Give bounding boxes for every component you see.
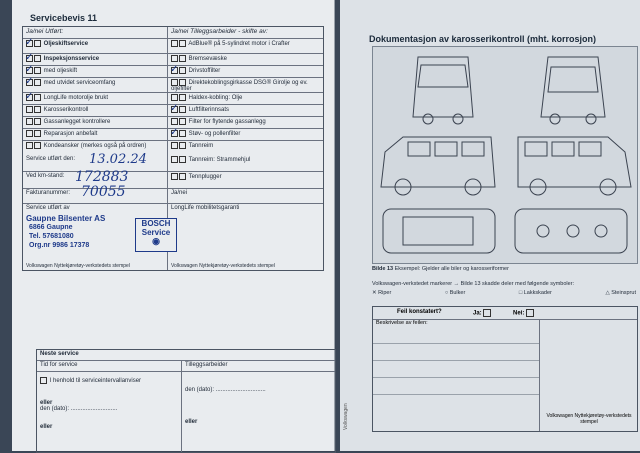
service-row-right-label: AdBlue® på 5-sylindret motor i Crafter: [188, 41, 290, 48]
service-row-right[interactable]: [168, 66, 323, 77]
right-stamp-label: Volkswagen Nyttekjøretøy-verkstedets stempel: [546, 413, 632, 425]
row-stamp: [23, 204, 323, 270]
service-row-left[interactable]: [23, 117, 168, 128]
next-service-col-left: Tid for service: [37, 361, 182, 371]
diagram-caption: Bilde 13 Eksempel: Gjelder alle biler og karosseriformer: [372, 266, 509, 272]
no-option[interactable]: Nei:: [513, 309, 535, 317]
stamp-tel: Tel. 57681080: [29, 233, 74, 240]
page-title: Servicebevis 11: [30, 13, 98, 23]
handwritten-check-icon: ✓: [25, 76, 34, 87]
symbol-dent: ○ Bulker: [444, 290, 466, 296]
service-row-left-label: Kondeansker (merkes også på ordren): [43, 143, 147, 150]
service-row-right-label: Luftfilterinnsats: [188, 107, 230, 114]
stamp-footer-left: Volkswagen Nyttekjøretøy-verkstedets stempel: [26, 263, 130, 269]
next-service-col-right: Tilleggsarbeider: [185, 362, 228, 368]
service-row-left[interactable]: [23, 129, 168, 140]
next-service-body-left: I henhold til serviceintervallanviser eller den (dato): ............................ eller: [37, 372, 182, 452]
service-row-right[interactable]: [168, 129, 323, 140]
next-service-body-right: den (dato): .............................. eller: [182, 372, 335, 452]
stamp-address: 6866 Gaupne: [29, 224, 73, 231]
vehicle-outline-svg: [373, 47, 637, 263]
service-row: [23, 141, 323, 155]
binding-side-text: Volkswagen: [343, 403, 349, 430]
service-row-right[interactable]: [168, 117, 323, 128]
grid-header: [23, 27, 323, 39]
row-date: [23, 152, 323, 172]
marker-instructions: Volkswagen-verkstedet markerer → Bilde 13 skadde deler med følgende symboler:: [372, 281, 575, 287]
km-value: 172883: [75, 169, 129, 185]
handwritten-check-icon: ✓: [25, 64, 34, 75]
or-label-1: eller: [40, 400, 53, 407]
service-row: [23, 105, 323, 117]
right-page-title: Dokumentasjon av karosserikontroll (mht. korrosjon): [369, 34, 597, 44]
next-service-title-row: [37, 350, 335, 361]
findings-table: [372, 306, 638, 432]
service-row-left-label: Reparasjon anbefalt: [43, 131, 98, 138]
ja-nei-label: Ja/nei: [171, 190, 188, 196]
header-left: Ja/nei Utført:: [23, 27, 168, 38]
invoice-label: Fakturanummer:: [26, 190, 71, 196]
service-row-right[interactable]: [168, 141, 323, 155]
next-service-header-row: [37, 361, 335, 372]
service-row-left[interactable]: [23, 66, 168, 77]
ja-nei-cell: [168, 189, 323, 203]
service-row-left[interactable]: [23, 93, 168, 104]
or-label-3: eller: [185, 419, 198, 425]
km-label: Ved km-stand:: [26, 173, 65, 179]
service-row-left[interactable]: [23, 105, 168, 116]
service-row: [23, 66, 323, 78]
service-date-label: Service utført den:: [26, 156, 76, 162]
handwritten-check-icon: ✓: [170, 127, 179, 138]
tannreim-strammehjul-cell: [168, 155, 323, 171]
next-service-title: Neste service: [40, 351, 79, 357]
or-label-2: eller: [40, 424, 53, 431]
stamp-footer-right: Volkswagen Nyttekjøretøy-verkstedets stempel: [171, 263, 275, 269]
description-area: [373, 319, 540, 431]
handwritten-check-icon: ✓: [25, 91, 34, 102]
service-row-right-label: Tannreim: [188, 143, 214, 150]
service-row-right-label: Drivstoffilter: [188, 68, 221, 75]
yes-option[interactable]: Ja:: [473, 309, 492, 317]
service-row: [23, 129, 323, 141]
stamp-org: Org.nr 9986 17378: [29, 242, 90, 249]
tennplugger-cell: [168, 172, 323, 188]
service-row-left[interactable]: [23, 78, 168, 92]
invoice-value: 70055: [81, 184, 126, 200]
service-row-left[interactable]: [23, 39, 168, 53]
stamp-company: Gaupne Bilsenter AS: [26, 214, 106, 223]
description-label: Beskrivelse av feilen:: [376, 320, 428, 326]
service-row-left-label: med oljeskift: [43, 68, 78, 75]
bosch-service-logo: BOSCH Service ◉: [135, 218, 177, 252]
header-right: Ja/nei Tilleggsarbeider - skifte av:: [171, 28, 268, 35]
vehicle-diagram: [372, 46, 638, 264]
service-row-right-label: Støv- og pollenfilter: [188, 131, 241, 138]
symbol-stonechip: △ Steinsprut: [605, 290, 636, 296]
handwritten-check-icon: ✓: [170, 103, 179, 114]
service-row-right-label: Filter for flytende gassanlegg: [188, 119, 266, 126]
tennplugger-label: Tennplugger: [188, 174, 222, 181]
symbol-legend: [372, 290, 636, 296]
found-label: Feil konstatert?: [397, 309, 442, 315]
service-row-left-label: Gassanlegget kontrollere: [43, 119, 111, 126]
invoice-cell: [23, 184, 168, 203]
service-row-right[interactable]: [168, 78, 323, 92]
row-invoice: [23, 184, 323, 204]
service-row-right[interactable]: [168, 105, 323, 116]
service-row-left-label: Oljeskiftservice: [43, 41, 89, 48]
service-row-left-label: Karosserikontroll: [43, 107, 89, 114]
symbol-scratch: ✕ Riper: [372, 290, 392, 296]
bosch-emblem-icon: ◉: [152, 236, 160, 246]
date-label-1: den (dato):: [40, 406, 70, 413]
service-row-right[interactable]: [168, 54, 323, 65]
interval-text: I henhold til serviceintervallanviser: [49, 378, 142, 385]
service-row-left-label: Inspeksjonsservice: [43, 56, 100, 63]
service-row-left-label: med utvidet serviceomfang: [43, 80, 116, 87]
service-row-right-label: Bremsevæske: [188, 56, 228, 63]
longlife-cell: [168, 204, 323, 270]
handwritten-check-icon: ✓: [25, 52, 34, 63]
service-by-label: Service utført av: [26, 205, 70, 211]
handwritten-check-icon: ✓: [25, 37, 34, 48]
row-km: [23, 169, 323, 189]
service-date-value: 13.02.24: [89, 152, 147, 167]
symbol-paint: □ Lakkskader: [518, 290, 552, 296]
date-label-2: den (dato):: [185, 387, 215, 393]
service-row-right-label: Haldex-kobling: Olje: [188, 95, 243, 102]
longlife-label: LongLife mobilitetsgaranti: [171, 205, 240, 211]
next-service-body: [37, 372, 335, 452]
service-row-right[interactable]: [168, 93, 323, 104]
service-row-left[interactable]: [23, 54, 168, 65]
service-row-right-label: Direktekoblingsgirkasse DSG® Girolje og ev. oljefilter: [171, 80, 308, 93]
service-grid: [22, 26, 324, 271]
next-service-box: [36, 349, 336, 453]
service-row: [23, 39, 323, 54]
handwritten-check-icon: ✓: [170, 64, 179, 75]
tannreim-strammehjul-label: Tannreim: Strammehjul: [188, 157, 251, 164]
service-row-right[interactable]: [168, 39, 323, 53]
service-row-left-label: LongLife motorolje brukt: [43, 95, 109, 102]
stamp-cell: [23, 204, 171, 270]
service-row: [23, 78, 323, 93]
